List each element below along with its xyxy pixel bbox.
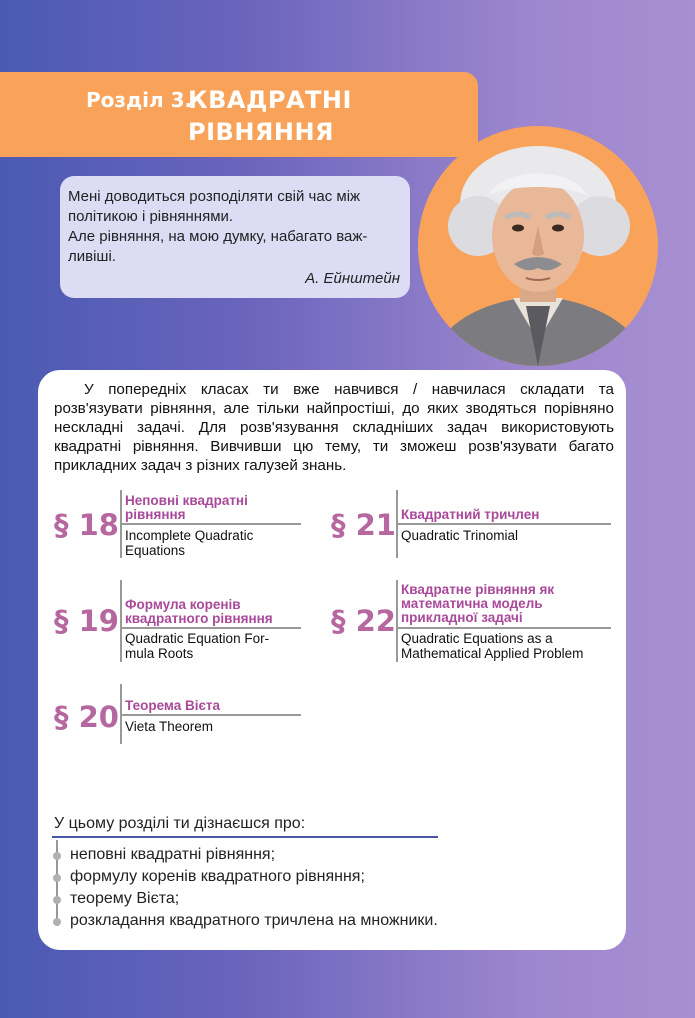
section-number: § 20 xyxy=(54,700,119,734)
portrait-circle xyxy=(418,126,658,366)
chapter-title xyxy=(188,84,352,148)
bullet-icon xyxy=(53,918,61,926)
intro-line: розв'язувати рівняння, але тільки найпростіші, до яких зводяться порівняно xyxy=(54,400,614,417)
learn-item: формулу коренів квадратного рівняння; xyxy=(70,868,365,885)
quote-line: Мені доводиться розподіляти свій час між xyxy=(68,188,361,205)
intro-line: У попередніх класах ти вже навчився / навчилася складати та xyxy=(84,381,614,398)
section-title: Формула коренів квадратного рівняння xyxy=(125,597,273,626)
section-number: § 18 xyxy=(54,508,119,542)
learn-item: теорему Вієта; xyxy=(70,890,180,907)
chapter-title-line2: РІВНЯННЯ xyxy=(188,118,335,146)
section-english-title: Quadratic Equations as a Mathematical Applied Problem xyxy=(401,631,584,661)
section-title: Теорема Вієта xyxy=(125,698,221,713)
einstein-portrait-icon xyxy=(418,126,658,366)
quote-line: Але рівняння, на мою думку, набагато важ- xyxy=(68,228,368,245)
learn-item: розкладання квадратного тричлена на множники. xyxy=(70,912,438,929)
section-title: Квадратний тричлен xyxy=(401,507,540,522)
section-number: § 21 xyxy=(331,508,396,542)
section-number: § 19 xyxy=(54,604,119,638)
learn-divider xyxy=(52,836,438,838)
epigraph-quote xyxy=(60,176,410,298)
bullet-icon xyxy=(53,896,61,904)
section-title: Неповні квадратні рівняння xyxy=(125,493,248,522)
section-english-title: Quadratic Trinomial xyxy=(401,528,519,543)
intro-line: квадратні рівняння. Вивчивши цю тему, ти зможеш розв'язувати багато xyxy=(54,438,614,455)
intro-line: нескладні задачі. Для розв'язування складніших задач використовують xyxy=(54,419,614,436)
intro-line: прикладних задач з різних галузей знань. xyxy=(54,457,347,474)
bullet-icon xyxy=(53,852,61,860)
bullet-icon xyxy=(53,874,61,882)
learn-heading: У цьому розділі ти дізнаєшся про: xyxy=(54,815,306,832)
section-english-title: Vieta Theorem xyxy=(125,719,214,734)
learn-item: неповні квадратні рівняння; xyxy=(70,846,276,863)
section-english-title: Incomplete Quadratic Equations xyxy=(125,528,254,558)
quote-author: А. Ейнштейн xyxy=(305,270,400,287)
intro-paragraph xyxy=(54,380,614,475)
section-title: Квадратне рівняння як математична модель прикладної задачі xyxy=(401,582,555,625)
quote-line: ливіші. xyxy=(68,248,116,265)
chapter-title-line1: КВАДРАТНІ xyxy=(188,86,352,114)
section-number: § 22 xyxy=(331,604,396,638)
section-english-title: Quadratic Equation For- mula Roots xyxy=(125,631,270,661)
chapter-label: Розділ 3. xyxy=(86,88,193,112)
quote-line: політикою і рівняннями. xyxy=(68,208,234,225)
